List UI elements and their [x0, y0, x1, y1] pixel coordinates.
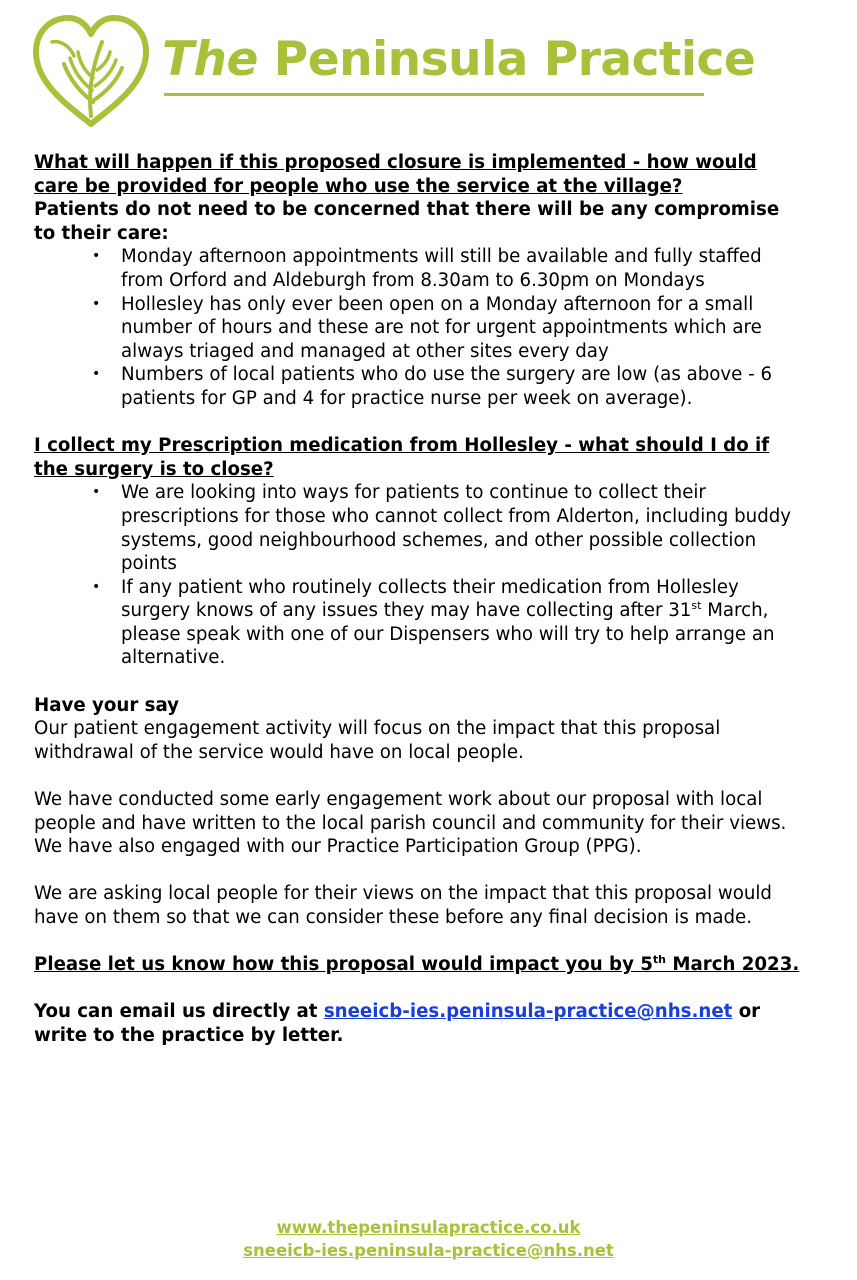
list-item: • Hollesley has only ever been open on a Monday afternoon for a small number of hours and these are not for urgent appointments which are always triaged and managed at other sites every day	[121, 293, 804, 364]
page-footer	[0, 1216, 857, 1262]
spacer	[34, 859, 804, 883]
have-your-say-heading: Have your say	[34, 694, 180, 716]
deadline-text-before: Please let us know how this proposal would impact you by 5	[34, 954, 653, 976]
engagement-paragraph: Our patient engagement activity will focus on the impact that this proposal withdrawal of the service would have on local people.	[34, 718, 721, 763]
spacer	[34, 411, 804, 435]
views-request-paragraph: We are asking local people for their views on the impact that this proposal would have on them so that we can consider these before any final decision is made.	[34, 883, 772, 928]
brand-underline-divider	[164, 93, 704, 96]
closure-question-heading: What will happen if this proposed closure is implemented - how would care be provided for people who use the service at the village?	[34, 152, 757, 197]
contact-email-link[interactable]: sneeicb-ies.peninsula-practice@nhs.net	[323, 1001, 733, 1023]
list-item: • Monday afternoon appointments will still be available and fully staffed from Orford and Aldeburgh from 8.30am to 6.30pm on Mondays	[121, 245, 804, 292]
deadline-notice	[34, 953, 804, 977]
document-body	[34, 151, 804, 1048]
spacer	[34, 764, 804, 788]
contact-text-after: or write to the practice by letter.	[34, 1001, 761, 1046]
early-engagement-paragraph: We have conducted some early engagement work about our proposal with local people and have written to the local parish council and community for their views. We have also engaged with our Practice Participation Group (PPG).	[34, 789, 787, 858]
spacer	[34, 977, 804, 1001]
prescription-bullet-text-before: If any patient who routinely collects their medication from Hollesley surgery knows of any issues they may have collecting after 31	[121, 576, 739, 622]
heart-leaf-logo-icon	[30, 12, 152, 130]
prescription-bullet-text-after: March, please speak with one of our Dispensers who will try to help arrange an alternative.	[121, 600, 775, 669]
footer-website-link[interactable]: www.thepeninsulapractice.co.uk	[276, 1218, 581, 1237]
list-item: • We are looking into ways for patients to continue to collect their prescriptions for those who cannot collect from Alderton, including buddy systems, good neighbourhood schemes, and other possible collection points	[121, 481, 804, 575]
practice-name-prefix: The	[162, 32, 258, 87]
prescription-question-heading: I collect my Prescription medication from Hollesley - what should I do if the surgery is to close?	[34, 435, 770, 480]
ordinal-suffix: th	[652, 953, 667, 967]
spacer	[34, 670, 804, 694]
prescription-bullet-list	[34, 481, 804, 670]
footer-email-link[interactable]: sneeicb-ies.peninsula-practice@nhs.net	[243, 1241, 614, 1260]
contact-paragraph	[34, 1000, 804, 1047]
practice-name-heading	[162, 32, 755, 87]
list-item: • Numbers of local patients who do use the surgery are low (as above - 6 patients for GP and 4 for practice nurse per week on average).	[121, 363, 804, 410]
ordinal-suffix: st	[691, 599, 702, 613]
deadline-text-after: March 2023.	[666, 954, 800, 976]
closure-bullet-list	[34, 245, 804, 410]
closure-intro-text: Patients do not need to be concerned that there will be any compromise to their care:	[34, 199, 780, 244]
spacer	[34, 930, 804, 954]
list-item	[121, 576, 804, 670]
contact-text-before: You can email us directly at	[34, 1001, 324, 1023]
practice-name-rest: Peninsula Practice	[273, 32, 756, 87]
page-header	[30, 12, 756, 132]
